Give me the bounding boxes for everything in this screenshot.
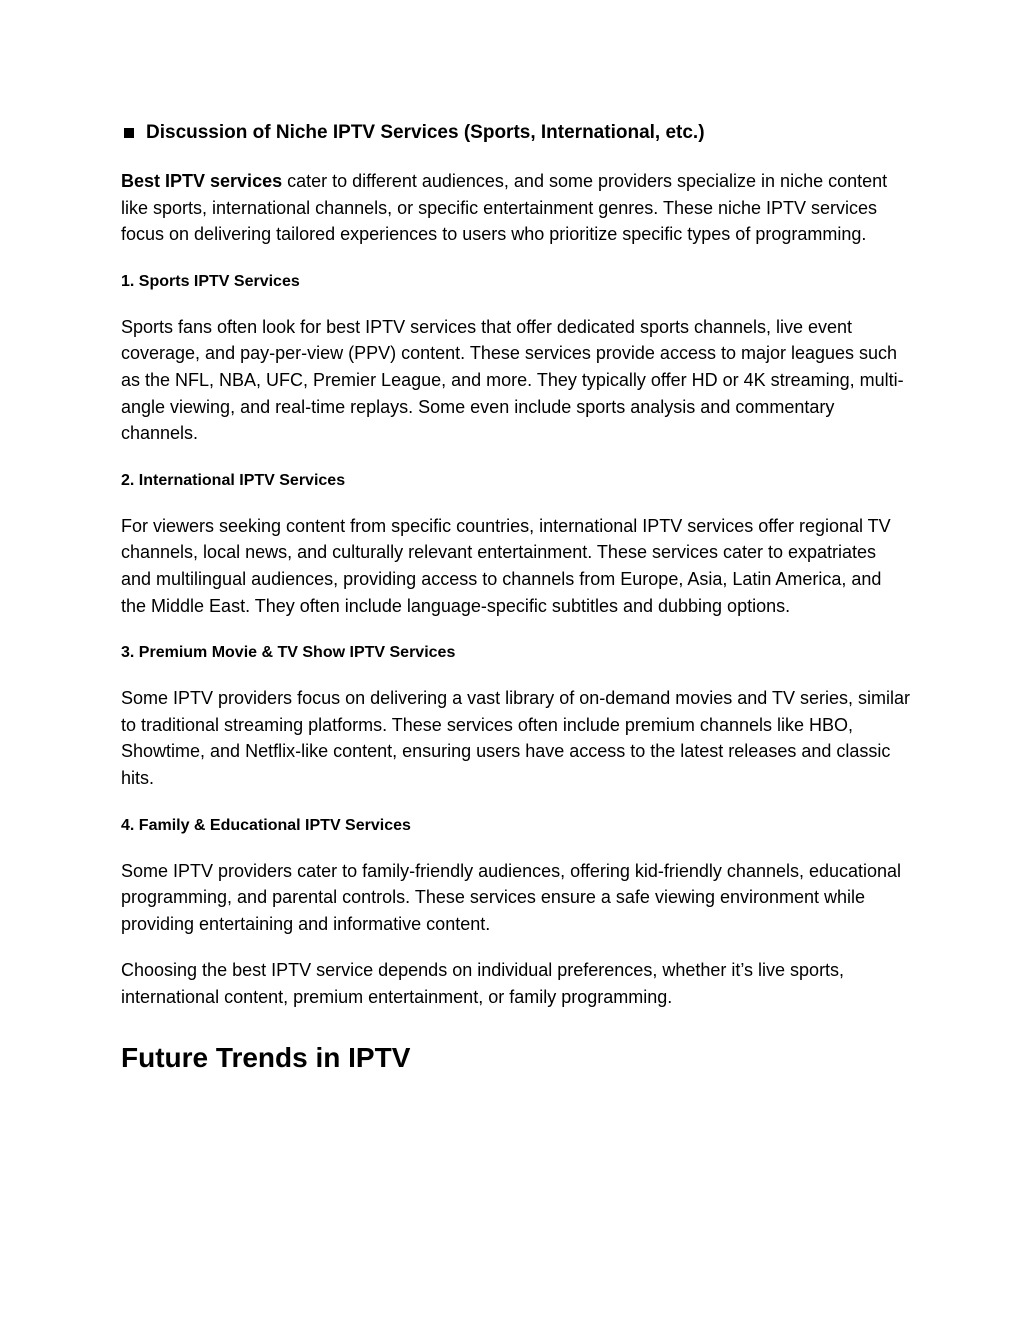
document-page — [121, 118, 911, 1076]
subsection-heading-sports: 1. Sports IPTV Services — [121, 272, 300, 290]
subsection-body-premium: Some IPTV providers focus on delivering a vast library of on-demand movies and TV series, similar to traditional streaming platforms. These services often include premium channels like HBO, Showtime, and Netflix-like content, ensuring users have access to the latest releases and classic hits. — [121, 688, 911, 788]
subsection-heading-international: 2. International IPTV Services — [121, 471, 346, 489]
intro-text: cater to different audiences, and some providers specialize in niche content like sports, international channels, or specific entertainment genres. These niche IPTV services focus on delivering tailored experiences to users who prioritize specific types of programming. — [121, 171, 888, 245]
intro-paragraph — [121, 168, 911, 248]
square-bullet-icon — [124, 128, 134, 138]
subsection-heading-premium: 3. Premium Movie & TV Show IPTV Services — [121, 644, 456, 662]
subsection-body-international: For viewers seeking content from specific countries, international IPTV services offer regional TV channels, local news, and culturally relevant entertainment. These services cater to expatriates and multilingual audiences, providing access to channels from Europe, Asia, Latin America, and the Middle East. They often include language-specific subtitles and dubbing options. — [121, 515, 891, 616]
intro-bold-lead: Best IPTV services — [121, 171, 283, 191]
closing-paragraph: Choosing the best IPTV service depends on individual preferences, whether it’s live sports, international content, premium entertainment, or family programming. — [121, 960, 845, 1007]
section-heading — [121, 118, 911, 148]
section-heading-text: Discussion of Niche IPTV Services (Sports, International, etc.) — [146, 122, 705, 143]
future-trends-heading: Future Trends in IPTV — [121, 1042, 411, 1074]
subsection-body-family: Some IPTV providers cater to family-friendly audiences, offering kid-friendly channels, educational programming, and parental controls. These services ensure a safe viewing environment while providing entertaining and informative content. — [121, 860, 902, 934]
subsection-body-sports: Sports fans often look for best IPTV services that offer dedicated sports channels, live event coverage, and pay-per-view (PPV) content. These services provide access to major leagues such as the NFL, NBA, UFC, Premier League, and more. They typically offer HD or 4K streaming, multi-angle viewing, and real-time replays. Some even include sports analysis and commentary channels. — [121, 316, 904, 444]
subsection-heading-family: 4. Family & Educational IPTV Services — [121, 816, 411, 834]
